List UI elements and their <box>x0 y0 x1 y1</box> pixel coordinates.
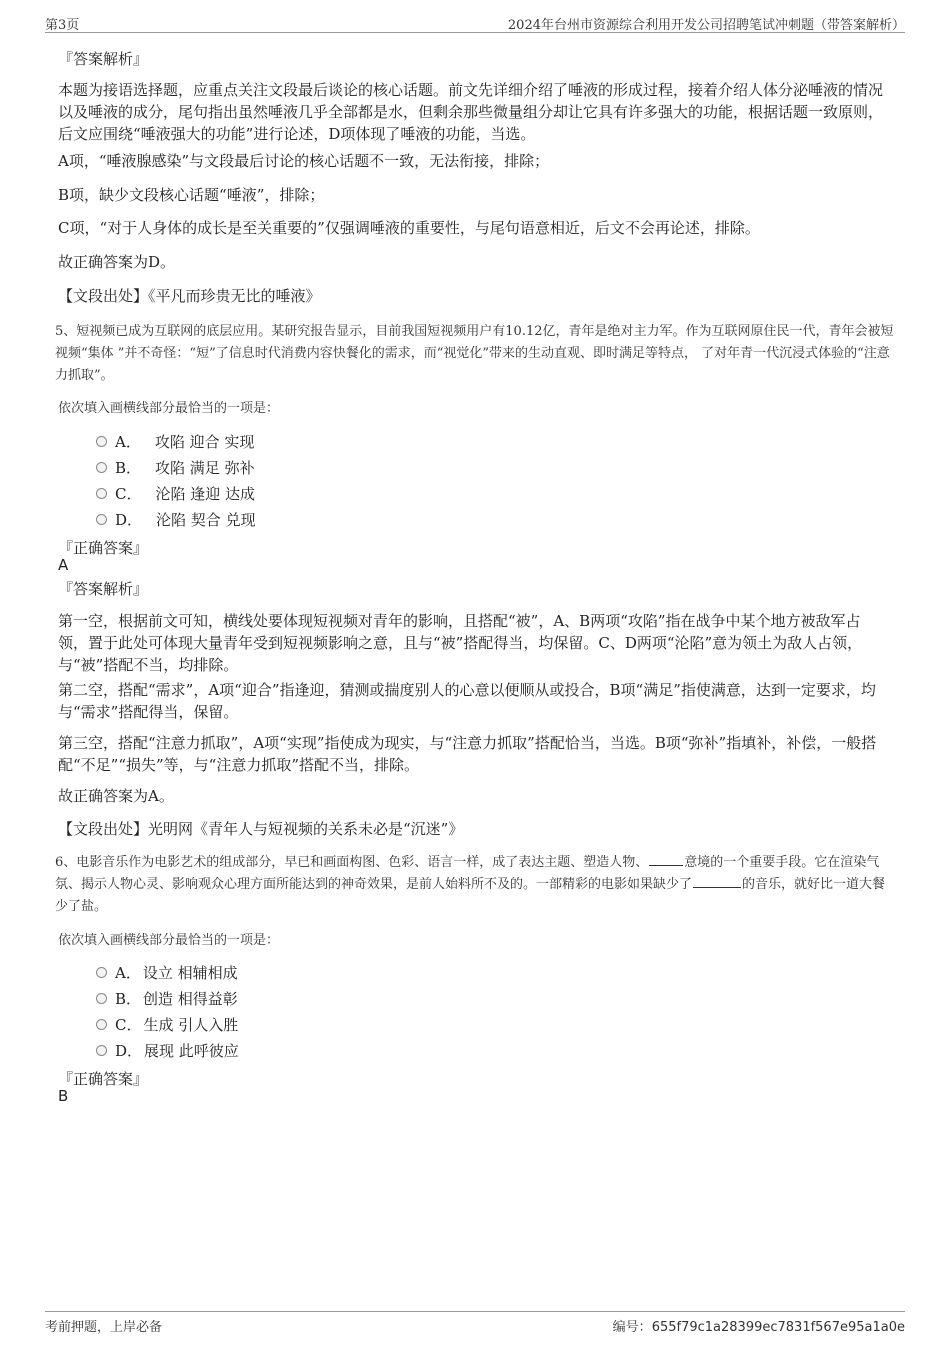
document-title: 2024年台州市资源综合利用开发公司招聘笔试冲刺题（带答案解析） <box>507 18 905 33</box>
analysis-label: 『答案解析』 <box>58 580 149 598</box>
option-text: 沦陷 逢迎 达成 <box>155 484 256 503</box>
radio-button[interactable] <box>96 967 107 978</box>
option-letter: C． <box>115 1015 142 1034</box>
document-id <box>613 1316 905 1335</box>
question-text: 5、短视频已成为互联网的底层应用。某研究报告显示，目前我国短视频用户有10.12亿，青年是绝对主力军。作为互联网原住民一代，青年会被短视频“集体 ”并不奇怪：“短”了信息时代消费内容快餐化的需求，而“视觉化”带来的生动直观、即时满足等特点， 了对年青一代沉浸式体验的“注意力抓取”。 <box>55 324 894 383</box>
option-b[interactable] <box>96 988 238 1008</box>
option-letter: C． <box>115 484 142 503</box>
option-c[interactable] <box>96 1014 238 1034</box>
analysis-paragraph: A项，“唾液腺感染”与文段最后讨论的核心话题不一致，无法衔接，排除； <box>58 152 550 170</box>
question-prompt: 依次填入画横线部分最恰当的一项是： <box>58 933 280 948</box>
option-letter: B． <box>115 989 142 1008</box>
blank-line <box>649 853 683 866</box>
analysis-paragraph: 本题为接语选择题，应重点关注文段最后谈论的核心话题。前文先详细介绍了唾液的形成过程，接着介绍人体分泌唾液的情况以及唾液的成分，尾句指出虽然唾液几乎全部都是水，但剩余那些微量组分却让它具有许多强大的功能，根据话题一致原则，后文应围绕“唾液强大的功能”进行论述，D项体现了唾液的功能，当选。 <box>58 81 884 143</box>
correct-answer: B <box>58 1087 69 1105</box>
footer-slogan: 考前押题，上岸必备 <box>45 1320 163 1335</box>
radio-button[interactable] <box>96 436 107 447</box>
correct-answer-label: 『正确答案』 <box>58 1070 149 1088</box>
question-text-part: 的音乐，就好比一道大餐少了盐。 <box>55 877 886 914</box>
option-c[interactable] <box>96 483 255 503</box>
option-text: 攻陷 迎合 实现 <box>154 432 255 451</box>
option-text: 攻陷 满足 弥补 <box>155 458 255 477</box>
correct-answer-label: 『正确答案』 <box>58 539 149 557</box>
passage-source: 【文段出处】光明网《青年人与短视频的关系未必是“沉迷”》 <box>58 820 464 838</box>
option-a[interactable] <box>96 962 238 982</box>
analysis-label: 『答案解析』 <box>58 50 149 68</box>
passage-source: 【文段出处】《平凡而珍贵无比的唾液》 <box>58 287 321 305</box>
page-header <box>45 14 905 33</box>
analysis-paragraph: 第三空，搭配“注意力抓取”，A项“实现”指使成为现实，与“注意力抓取”搭配恰当，当选。B项“弥补”指填补，补偿，一般搭配“不足”“损失”等，与“注意力抓取”搭配不当，排除。 <box>58 734 877 774</box>
option-letter: A． <box>115 432 141 451</box>
option-text: 沦陷 契合 兑现 <box>156 510 256 529</box>
option-d[interactable] <box>96 509 256 529</box>
correct-answer: A <box>58 556 69 574</box>
question-prompt: 依次填入画横线部分最恰当的一项是： <box>58 401 280 416</box>
page-number: 第3页 <box>45 18 80 33</box>
option-letter: D． <box>115 510 143 529</box>
question-text <box>55 852 895 918</box>
radio-button[interactable] <box>96 462 107 473</box>
question-text-part: 意境的一个重要手段。它在渲染气氛、揭示人物心灵、影响观众心理方面所能达到的神奇效果，是前人始料所不及的。一部精彩的电影如果缺少了 <box>55 855 880 892</box>
option-text: 展现 此呼彼应 <box>144 1041 239 1060</box>
question-text-part: 6、电影音乐作为电影艺术的组成部分，早已和画面构图、色彩、语言一样，成了表达主题、塑造人物、 <box>55 855 649 870</box>
analysis-paragraph: C项，“对于人身体的成长是至关重要的”仅强调唾液的重要性，与尾句语意相近，后文不会再论述，排除。 <box>58 219 760 237</box>
document-id-value: 655f79c1a28399ec7831f567e95a1a0e <box>651 1320 905 1335</box>
document-id-label: 编号： <box>612 1320 652 1335</box>
page-footer <box>45 1311 905 1336</box>
option-text: 设立 相辅相成 <box>142 963 238 982</box>
option-d[interactable] <box>96 1040 239 1060</box>
option-text: 创造 相得益彰 <box>143 989 238 1008</box>
option-letter: B． <box>115 458 142 477</box>
analysis-conclusion: 故正确答案为D。 <box>58 253 176 271</box>
option-letter: D． <box>115 1041 143 1060</box>
radio-button[interactable] <box>96 514 107 525</box>
analysis-paragraph: 第二空，搭配“需求”，A项“迎合”指逢迎，猜测或揣度别人的心意以便顺从或投合，B项“满足”指使满意，达到一定要求，均与“需求”搭配得当，保留。 <box>58 681 876 721</box>
analysis-paragraph: B项，缺少文段核心话题“唾液”，排除； <box>58 186 325 204</box>
option-a[interactable] <box>96 431 254 451</box>
radio-button[interactable] <box>96 488 107 499</box>
option-text: 生成 引人入胜 <box>143 1015 239 1034</box>
option-b[interactable] <box>96 457 255 477</box>
analysis-paragraph: 第一空，根据前文可知，横线处要体现短视频对青年的影响，且搭配“被”，A、B两项“攻陷”指在战争中某个地方被敌军占领，置于此处可体现大量青年受到短视频影响之意，且与“被”搭配得当，均保留。C、D两项“沦陷”意为领土为敌人占领，与“被”搭配不当，均排除。 <box>58 612 863 674</box>
radio-button[interactable] <box>96 1045 107 1056</box>
option-letter: A． <box>115 963 141 982</box>
blank-line <box>693 875 741 888</box>
analysis-conclusion: 故正确答案为A。 <box>58 787 174 805</box>
radio-button[interactable] <box>96 993 107 1004</box>
radio-button[interactable] <box>96 1019 107 1030</box>
